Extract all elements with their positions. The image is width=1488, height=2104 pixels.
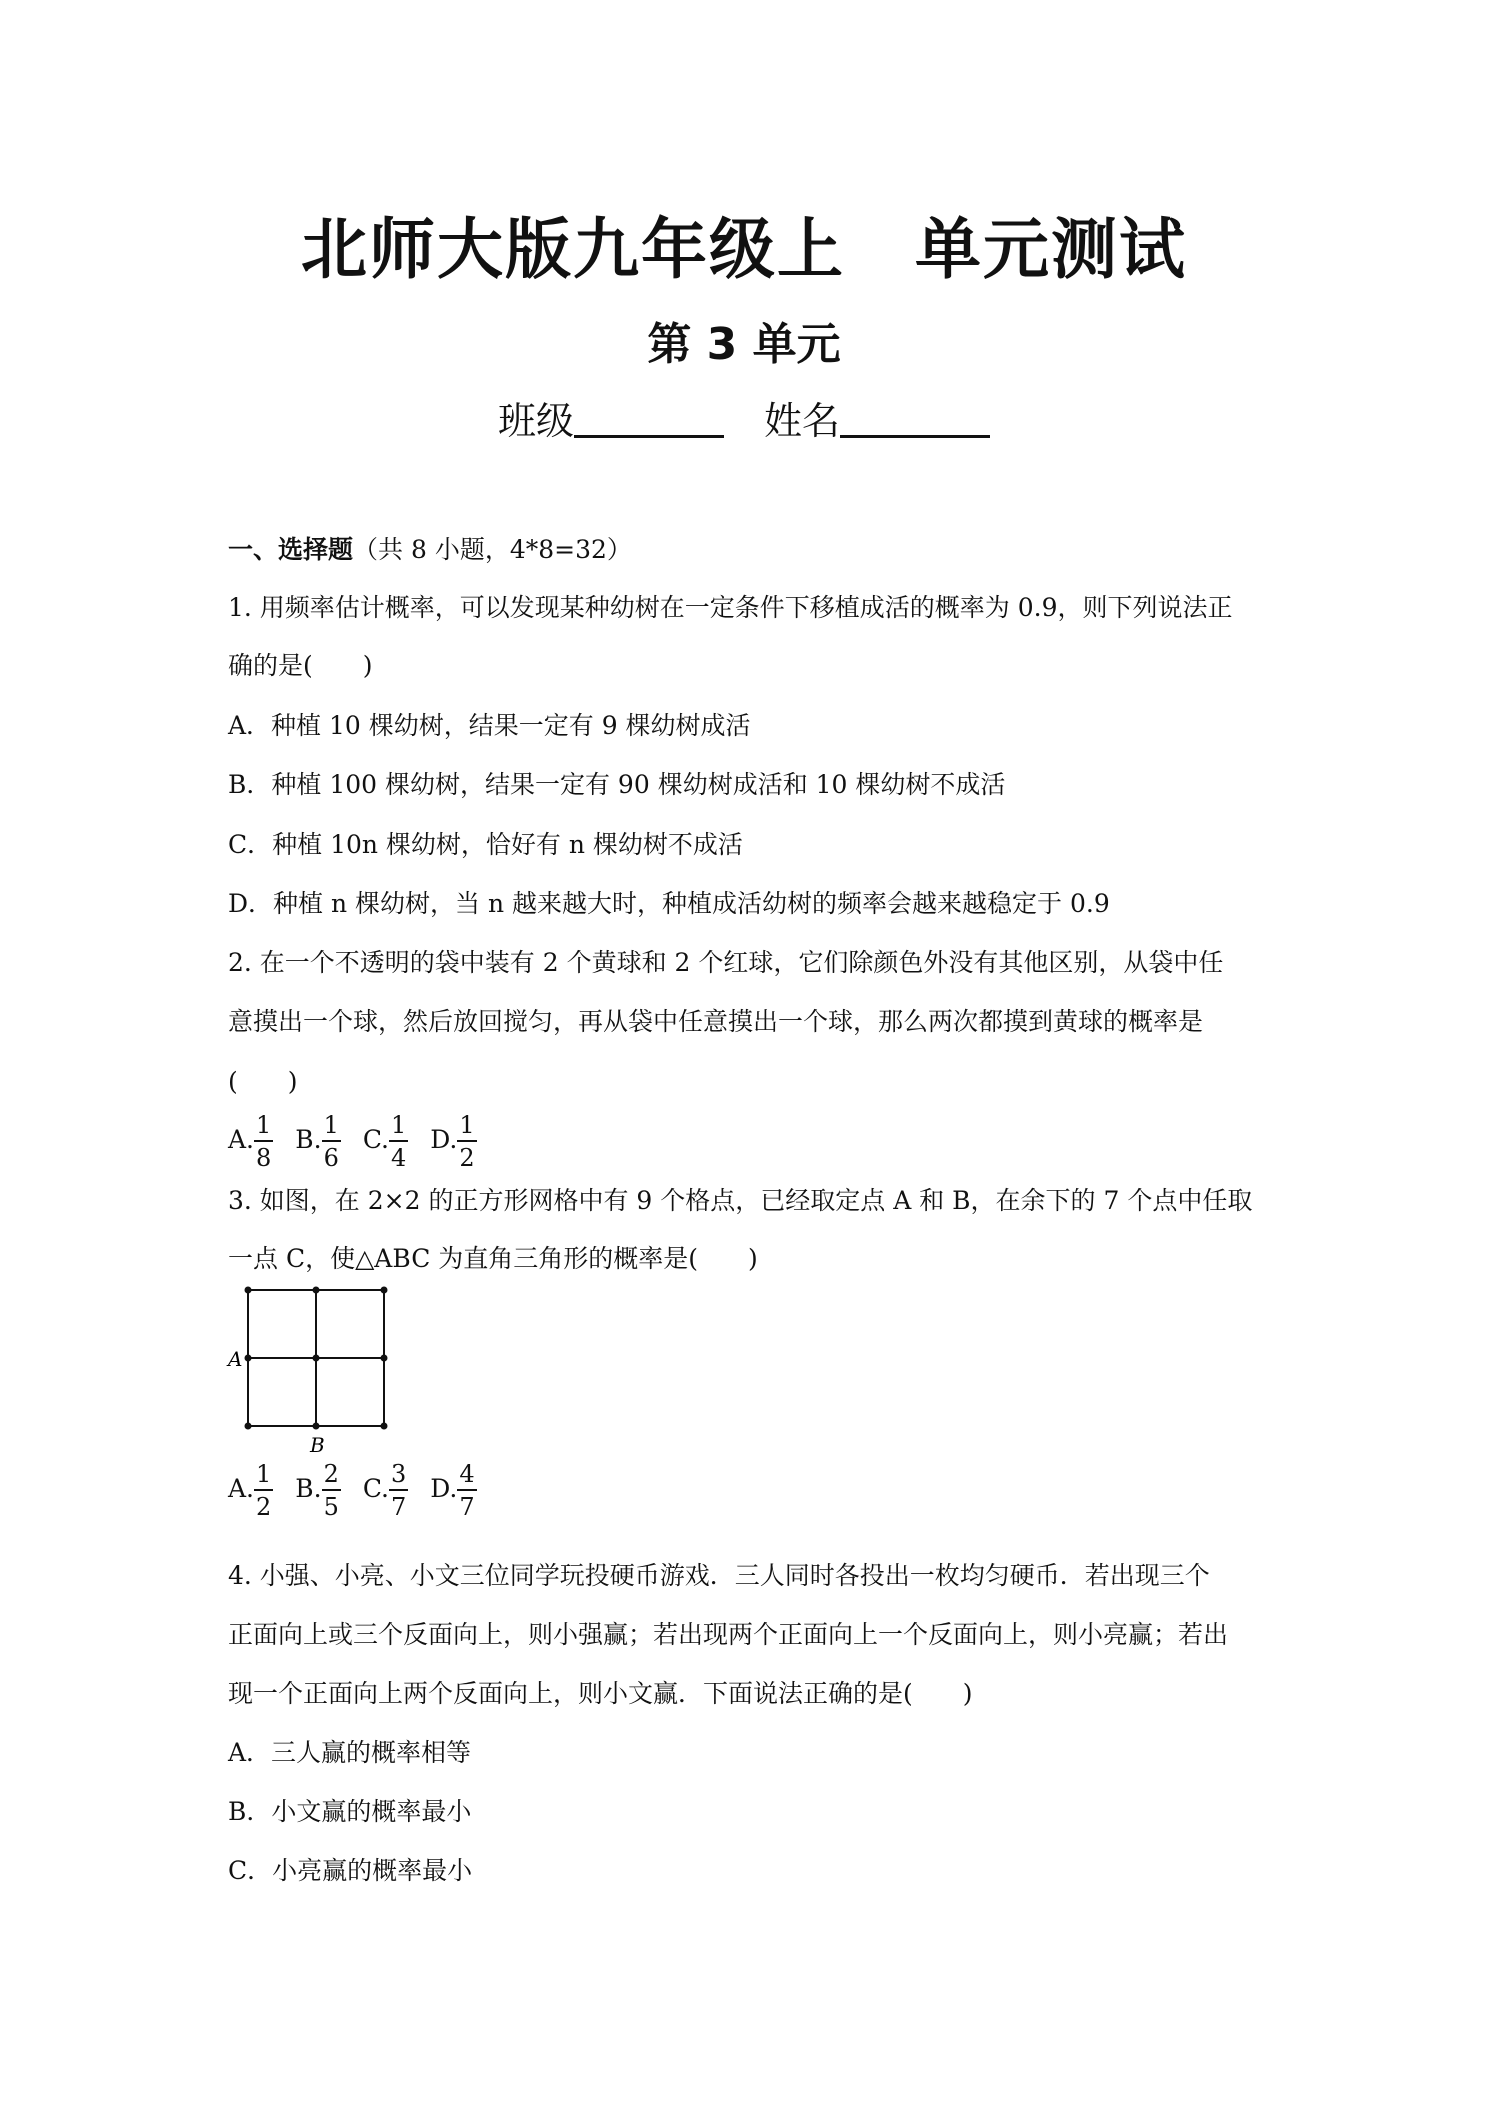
q1-option-b[interactable]: B．种植 100 棵幼树，结果一定有 90 棵幼树成活和 10 棵幼树不成活 [228, 770, 1006, 799]
numerator: 2 [322, 1462, 341, 1491]
q3-option-d[interactable] [430, 1462, 490, 1519]
q1-option-d[interactable]: D．种植 n 棵幼树，当 n 越来越大时，种植成活幼树的频率会越来越稳定于 0.9 [228, 889, 1110, 918]
numerator: 1 [389, 1113, 408, 1142]
q4-stem-line3: 现一个正面向上两个反面向上，则小文赢．下面说法正确的是( ) [228, 1679, 973, 1708]
option-label: A. [228, 1125, 255, 1154]
q2-options [228, 1113, 491, 1170]
option-label: B. [295, 1474, 322, 1503]
q1-stem-line1: 1. 用频率估计概率，可以发现某种幼树在一定条件下移植成活的概率为 0.9，则下列说法正 [228, 593, 1233, 622]
lattice-point [313, 1287, 320, 1294]
q2-option-d[interactable] [430, 1113, 490, 1170]
numerator: 1 [254, 1113, 273, 1142]
q2-stem-line1: 2. 在一个不透明的袋中装有 2 个黄球和 2 个红球，它们除颜色外没有其他区别，从袋中任 [228, 948, 1224, 977]
lattice-point [381, 1287, 388, 1294]
q3-stem-line1: 3. 如图，在 2×2 的正方形网格中有 9 个格点，已经取定点 A 和 B，在余下的 7 个点中任取 [228, 1186, 1253, 1215]
numerator: 4 [457, 1462, 476, 1491]
option-label: D. [430, 1125, 458, 1154]
option-label: A. [228, 1474, 255, 1503]
q1-option-a[interactable]: A．种植 10 棵幼树，结果一定有 9 棵幼树成活 [228, 711, 751, 740]
denominator: 2 [256, 1493, 272, 1521]
fraction [322, 1462, 341, 1519]
denominator: 8 [256, 1144, 272, 1172]
section-heading [228, 530, 632, 566]
q4-option-a[interactable]: A．三人赢的概率相等 [228, 1738, 472, 1767]
numerator: 3 [389, 1462, 408, 1491]
q4-stem-line2: 正面向上或三个反面向上，则小强赢；若出现两个正面向上一个反面向上，则小亮赢；若出 [228, 1620, 1229, 1649]
lattice-point-a [245, 1355, 252, 1362]
point-b-label: B [310, 1433, 325, 1457]
numerator: 1 [254, 1462, 273, 1491]
student-info-line [0, 390, 1488, 445]
lattice-point [245, 1287, 252, 1294]
q2-option-c[interactable] [363, 1113, 422, 1170]
fraction [389, 1113, 408, 1170]
unit-subtitle: 第 3 单元 [647, 319, 841, 370]
lattice-point [245, 1423, 252, 1430]
section-title: 一、选择题 [228, 535, 354, 564]
denominator: 4 [391, 1144, 407, 1172]
q1-stem-line2: 确的是( ) [228, 651, 373, 680]
name-label: 姓名 [764, 399, 841, 443]
fraction [322, 1113, 341, 1170]
option-label: C. [362, 1125, 389, 1154]
q3-option-b[interactable] [295, 1462, 355, 1519]
name-blank[interactable] [840, 401, 990, 438]
fraction [457, 1462, 476, 1519]
denominator: 2 [459, 1144, 475, 1172]
denominator: 6 [323, 1144, 339, 1172]
q4-option-c[interactable]: C．小亮赢的概率最小 [228, 1856, 473, 1885]
q3-stem-line2: 一点 C，使△ABC 为直角三角形的概率是( ) [228, 1244, 758, 1273]
q2-option-a[interactable] [228, 1113, 287, 1170]
class-blank[interactable] [574, 401, 724, 438]
q3-options [228, 1462, 491, 1519]
numerator: 1 [457, 1113, 476, 1142]
fraction [254, 1113, 273, 1170]
lattice-grid-figure [220, 1270, 400, 1460]
lattice-point [381, 1355, 388, 1362]
option-label: D. [430, 1474, 458, 1503]
q4-stem-line1: 4. 小强、小亮、小文三位同学玩投硬币游戏．三人同时各投出一枚均匀硬币．若出现三个 [228, 1561, 1210, 1590]
q4-option-b[interactable]: B．小文赢的概率最小 [228, 1797, 472, 1826]
lattice-point-b [313, 1423, 320, 1430]
lattice-point [381, 1423, 388, 1430]
denominator: 5 [323, 1493, 339, 1521]
section-note: （共 8 小题，4*8=32） [353, 535, 632, 564]
denominator: 7 [459, 1493, 475, 1521]
numerator: 1 [322, 1113, 341, 1142]
q3-option-a[interactable] [228, 1462, 287, 1519]
denominator: 7 [391, 1493, 407, 1521]
title-part-2: 单元测试 [915, 211, 1187, 288]
q2-stem-line2: 意摸出一个球，然后放回搅匀，再从袋中任意摸出一个球，那么两次都摸到黄球的概率是 [228, 1007, 1204, 1036]
fraction [389, 1462, 408, 1519]
fraction [254, 1462, 273, 1519]
class-label: 班级 [497, 399, 574, 443]
q2-option-b[interactable] [295, 1113, 355, 1170]
q2-stem-line3: ( ) [228, 1067, 298, 1096]
page-title [0, 196, 1488, 291]
option-label: B. [295, 1125, 322, 1154]
fraction [457, 1113, 476, 1170]
q3-option-c[interactable] [363, 1462, 422, 1519]
q1-option-c[interactable]: C．种植 10n 棵幼树，恰好有 n 棵幼树不成活 [228, 830, 743, 859]
title-part-1: 北师大版九年级上 [301, 211, 845, 288]
option-label: C. [362, 1474, 389, 1503]
lattice-point [313, 1355, 320, 1362]
point-a-label: A [228, 1347, 243, 1371]
